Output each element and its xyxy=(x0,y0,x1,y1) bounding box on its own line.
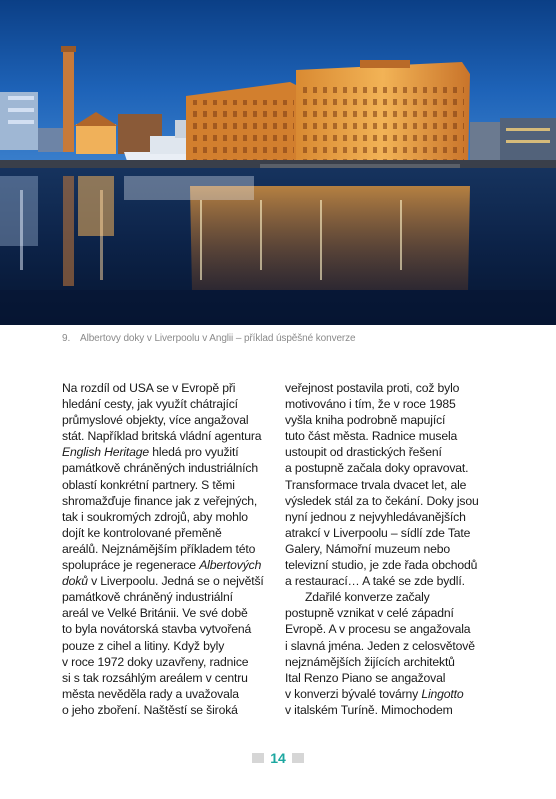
text-line xyxy=(62,702,267,718)
italic-text: Lingotto xyxy=(421,686,464,701)
text-segment: Transformace trvala dvacet let, ale xyxy=(285,477,467,492)
text-segment: v italském Turíně. Mimochodem xyxy=(285,702,453,717)
text-line xyxy=(285,444,503,460)
text-segment: nejznámějších žijících architektů xyxy=(285,654,455,669)
text-segment: o jeho zboření. Naštěstí se široká xyxy=(62,702,238,717)
text-segment: oblastí konkrétní partnery. S těmi xyxy=(62,477,235,492)
text-line xyxy=(285,638,503,654)
text-line xyxy=(62,412,267,428)
caption-text: Albertovy doky v Liverpoolu v Anglii – příklad úspěšné konverze xyxy=(80,333,356,344)
text-segment: výsledek stál za to čekání. Doky jsou xyxy=(285,493,479,508)
text-segment: hledá pro využití xyxy=(149,445,239,460)
text-line xyxy=(285,428,503,444)
text-line xyxy=(62,654,267,670)
text-segment: Zdařilé konverze začaly xyxy=(305,590,430,605)
text-line xyxy=(285,477,503,493)
page-footer xyxy=(0,748,556,768)
text-segment: atrakcí v Liverpoolu – sídlí zde Tate xyxy=(285,525,471,540)
italic-text: doků xyxy=(62,574,88,589)
text-segment: Na rozdíl od USA se v Evropě při xyxy=(62,381,236,395)
text-line xyxy=(62,380,267,396)
text-line xyxy=(285,541,503,557)
text-segment: dojít ke kontrolované přeměně xyxy=(62,525,222,540)
text-line xyxy=(62,621,267,637)
text-segment: vyšla kniha podrobně mapující xyxy=(285,413,446,428)
text-line xyxy=(62,638,267,654)
text-segment: a postupně začala doky opravovat. xyxy=(285,461,469,476)
text-line xyxy=(62,509,267,525)
page-number: 14 xyxy=(270,750,286,766)
text-line xyxy=(62,541,267,557)
text-segment: veřejnost postavila proti, což bylo xyxy=(285,381,460,395)
text-segment: hledání cesty, jak využít chátrající xyxy=(62,397,238,412)
text-segment: areálů. Nejznámějším příkladem této xyxy=(62,541,256,556)
italic-text: Albertových xyxy=(199,558,262,573)
text-segment: v roce 1972 doky uzavřeny, radnice xyxy=(62,654,249,669)
text-segment: památkově chráněných industriálních xyxy=(62,461,258,476)
text-segment: televizní studio, je zde řada obchodů xyxy=(285,558,478,573)
page-number-bar-right xyxy=(292,753,304,763)
text-line xyxy=(62,493,267,509)
text-segment: v Liverpoolu. Jedná se o největší xyxy=(87,574,264,589)
text-segment: motivováno i tím, že v roce 1985 xyxy=(285,397,456,412)
text-line xyxy=(62,460,267,476)
text-line xyxy=(285,493,503,509)
text-segment: Evropě. A v procesu se angažovala xyxy=(285,622,471,637)
text-line xyxy=(62,396,267,412)
text-segment: spolupráce je regenerace xyxy=(62,558,200,573)
page-number-bar-left xyxy=(252,753,264,763)
figure-caption xyxy=(62,333,542,345)
text-column-left xyxy=(62,380,267,718)
text-segment: v konverzi bývalé továrny xyxy=(285,686,422,701)
text-line xyxy=(285,670,503,686)
text-segment: i slavná jména. Jeden z celosvětově xyxy=(285,638,475,653)
text-line xyxy=(62,428,267,444)
text-column-right xyxy=(285,380,503,718)
text-line xyxy=(285,509,503,525)
text-line xyxy=(285,525,503,541)
text-line xyxy=(62,670,267,686)
text-segment: Galery, Námořní muzeum nebo xyxy=(285,541,451,556)
text-line xyxy=(62,686,267,702)
albert-dock-photo xyxy=(0,0,556,325)
text-line xyxy=(285,396,503,412)
text-line xyxy=(62,589,267,605)
text-line xyxy=(62,525,267,541)
text-line xyxy=(285,621,503,637)
text-segment: ustoupit od drastických řešení xyxy=(285,445,442,460)
text-line xyxy=(62,573,267,589)
text-line xyxy=(285,589,503,605)
text-segment: města nevěděla rady a uvažovala xyxy=(62,686,239,701)
text-segment: tuto část města. Radnice musela xyxy=(285,429,458,444)
text-segment: shromažďuje finance jak z veřejných, xyxy=(62,493,258,508)
text-segment: památkově chráněný industriální xyxy=(62,590,233,605)
text-line xyxy=(285,412,503,428)
text-line xyxy=(285,380,503,396)
text-segment: postupně vznikat v celé západní xyxy=(285,606,454,621)
text-line xyxy=(285,702,503,718)
text-segment: areál ve Velké Británii. Ve své době xyxy=(62,606,248,621)
text-segment: pouze z cihel a litiny. Když byly xyxy=(62,638,225,653)
text-line xyxy=(285,460,503,476)
text-line xyxy=(62,605,267,621)
caption-number: 9. xyxy=(62,333,71,344)
text-segment: Ital Renzo Piano se angažoval xyxy=(285,670,446,685)
text-segment: průmyslové objekty, více angažoval xyxy=(62,413,249,428)
text-segment: a restaurací… A také se zde bydlí. xyxy=(285,574,465,589)
text-line xyxy=(62,444,267,460)
text-line xyxy=(285,573,503,589)
text-line xyxy=(62,557,267,573)
text-segment: tak i soukromých zdrojů, aby mohlo xyxy=(62,509,248,524)
text-segment: si s tak rozsáhlým areálem v centru xyxy=(62,670,248,685)
text-segment: to byla novátorská stavba vytvořená xyxy=(62,622,252,637)
text-line xyxy=(285,557,503,573)
text-line xyxy=(285,605,503,621)
text-line xyxy=(285,654,503,670)
text-line xyxy=(62,477,267,493)
text-segment: nyní jednou z nejvyhledávanějších xyxy=(285,509,466,524)
text-segment: stát. Například britská vládní agentura xyxy=(62,429,262,444)
text-line xyxy=(285,686,503,702)
italic-text: English Heritage xyxy=(62,445,150,460)
